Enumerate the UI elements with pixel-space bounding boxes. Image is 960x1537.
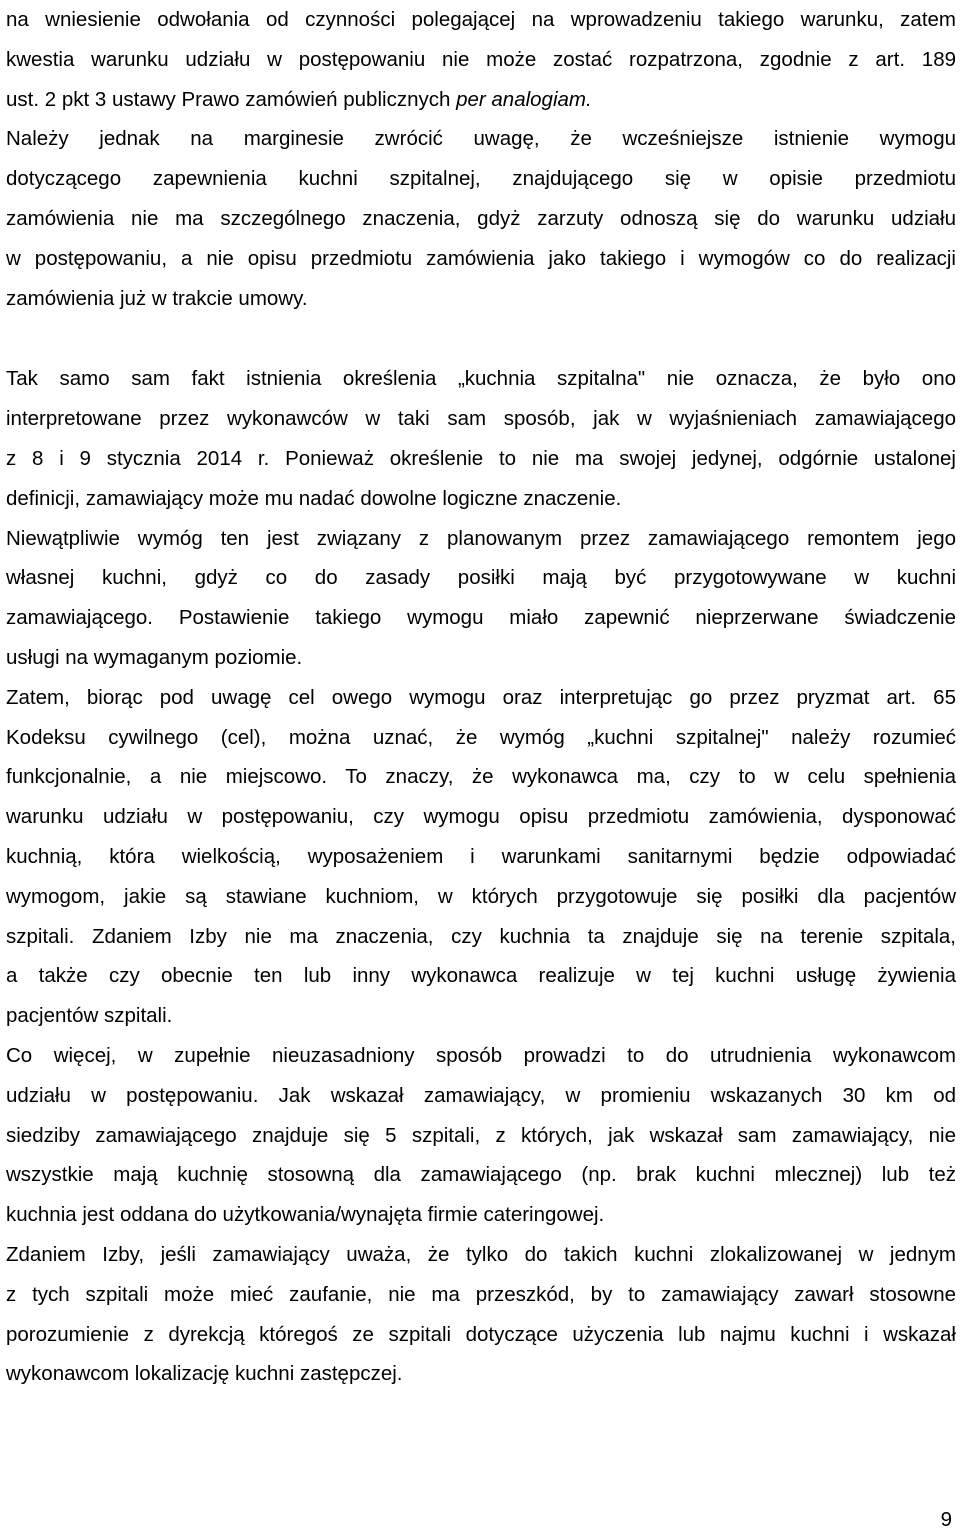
line-text: Kodeksu cywilnego (cel), można uznać, że wymóg „kuchni szpitalnej" należy rozumieć <box>6 725 956 749</box>
line-text: interpretowane przez wykonawców w taki sam sposób, jak w wyjaśnieniach zamawiającego <box>6 407 956 431</box>
text-line <box>6 359 956 399</box>
paragraph-1 <box>6 0 956 318</box>
text-line <box>6 1235 956 1275</box>
text-line <box>6 1275 956 1315</box>
line-text: a także czy obecnie ten lub inny wykonawca realizuje w tej kuchni usługę żywienia <box>6 964 956 988</box>
line-text: pacjentów szpitali. <box>6 1004 173 1028</box>
text-line <box>6 718 956 758</box>
line-text: Należy jednak na marginesie zwrócić uwagę, że wcześniejsze istnienie wymogu <box>6 127 956 151</box>
line-text: udziału w postępowaniu. Jak wskazał zamawiający, w promieniu wskazanych 30 km od <box>6 1083 956 1107</box>
line-text: zamawiającego. Postawienie takiego wymogu miało zapewnić nieprzerwane świadczenie <box>6 606 956 630</box>
line-text: porozumienie z dyrekcją któregoś ze szpitali dotyczące użyczenia lub najmu kuchni i wskazał <box>6 1322 956 1346</box>
line-text: ust. 2 pkt 3 ustawy Prawo zamówień publicznych <box>6 87 457 111</box>
line-text: zamówienia już w trakcie umowy. <box>6 286 308 310</box>
line-text: szpitali. Zdaniem Izby nie ma znaczenia, czy kuchnia ta znajduje się na terenie szpitala, <box>6 924 956 948</box>
text-line <box>6 40 956 80</box>
line-text: Co więcej, w zupełnie nieuzasadniony sposób prowadzi to do utrudnienia wykonawcom <box>6 1043 956 1067</box>
line-text: usługi na wymaganym poziomie. <box>6 645 303 669</box>
line-text: warunku udziału w postępowaniu, czy wymogu opisu przedmiotu zamówienia, dysponować <box>6 805 956 829</box>
line-text: kuchnia jest oddana do użytkowania/wynajęta firmie cateringowej. <box>6 1203 605 1227</box>
paragraph-2 <box>6 359 956 1394</box>
text-line <box>6 439 956 479</box>
text-line <box>6 479 956 519</box>
line-text: kwestia warunku udziału w postępowaniu nie może zostać rozpatrzona, zgodnie z art. 189 <box>6 47 956 71</box>
text-line <box>6 239 956 279</box>
line-text: funkcjonalnie, a nie miejscowo. To znaczy, że wykonawca ma, czy to w celu spełnienia <box>6 765 956 789</box>
text-line <box>6 678 956 718</box>
page-number: 9 <box>940 1508 952 1531</box>
text-line <box>6 797 956 837</box>
text-line <box>6 1155 956 1195</box>
text-line <box>6 519 956 559</box>
text-line <box>6 757 956 797</box>
text-line <box>6 1315 956 1355</box>
text-line <box>6 1116 956 1156</box>
line-text: wszystkie mają kuchnię stosowną dla zamawiającego (np. brak kuchni mlecznej) lub też <box>6 1163 956 1187</box>
text-line <box>6 917 956 957</box>
text-line <box>6 80 956 120</box>
text-line <box>6 1354 956 1394</box>
line-text: zamówienia nie ma szczególnego znaczenia, gdyż zarzuty odnoszą się do warunku udziału <box>6 206 956 230</box>
text-line <box>6 399 956 439</box>
line-text: siedziby zamawiającego znajduje się 5 szpitali, z których, jak wskazał sam zamawiający, nie <box>6 1123 956 1147</box>
text-line <box>6 837 956 877</box>
paragraph-gap <box>6 318 956 359</box>
line-text: na wniesienie odwołania od czynności polegającej na wprowadzeniu takiego warunku, zatem <box>6 8 956 31</box>
line-text: Niewątpliwie wymóg ten jest związany z planowanym przez zamawiającego remontem jego <box>6 526 956 550</box>
line-text: Zatem, biorąc pod uwagę cel owego wymogu oraz interpretując go przez pryzmat art. 65 <box>6 685 956 709</box>
text-line <box>6 199 956 239</box>
line-text: definicji, zamawiający może mu nadać dowolne logiczne znaczenie. <box>6 486 622 510</box>
text-line <box>6 279 956 319</box>
text-line <box>6 159 956 199</box>
latin-phrase: per analogiam. <box>456 87 592 111</box>
text-line <box>6 119 956 159</box>
line-text: w postępowaniu, a nie opisu przedmiotu zamówienia jako takiego i wymogów co do realizacji <box>6 246 956 270</box>
line-text: Tak samo sam fakt istnienia określenia „kuchnia szpitalna" nie oznacza, że było ono <box>6 367 956 391</box>
text-line <box>6 1076 956 1116</box>
line-text: kuchnią, która wielkością, wyposażeniem i warunkami sanitarnymi będzie odpowiadać <box>6 844 956 868</box>
text-line <box>6 598 956 638</box>
line-text: dotyczącego zapewnienia kuchni szpitalnej, znajdującego się w opisie przedmiotu <box>6 167 956 191</box>
text-line <box>6 0 956 40</box>
document-page <box>6 0 956 1394</box>
text-line <box>6 877 956 917</box>
line-text: z tych szpitali może mieć zaufanie, nie ma przeszkód, by to zamawiający zawarł stosowne <box>6 1282 956 1306</box>
text-line <box>6 1036 956 1076</box>
line-text: wykonawcom lokalizację kuchni zastępczej. <box>6 1362 403 1386</box>
text-line <box>6 638 956 678</box>
line-text: własnej kuchni, gdyż co do zasady posiłki mają być przygotowywane w kuchni <box>6 566 956 590</box>
text-line <box>6 956 956 996</box>
line-text: z 8 i 9 stycznia 2014 r. Ponieważ określenie to nie ma swojej jedynej, odgórnie ustalonej <box>6 446 956 470</box>
text-line <box>6 558 956 598</box>
line-text: Zdaniem Izby, jeśli zamawiający uważa, że tylko do takich kuchni zlokalizowanej w jednym <box>6 1242 956 1266</box>
line-text: wymogom, jakie są stawiane kuchniom, w których przygotowuje się posiłki dla pacjentów <box>6 884 956 908</box>
text-line <box>6 1195 956 1235</box>
text-line <box>6 996 956 1036</box>
